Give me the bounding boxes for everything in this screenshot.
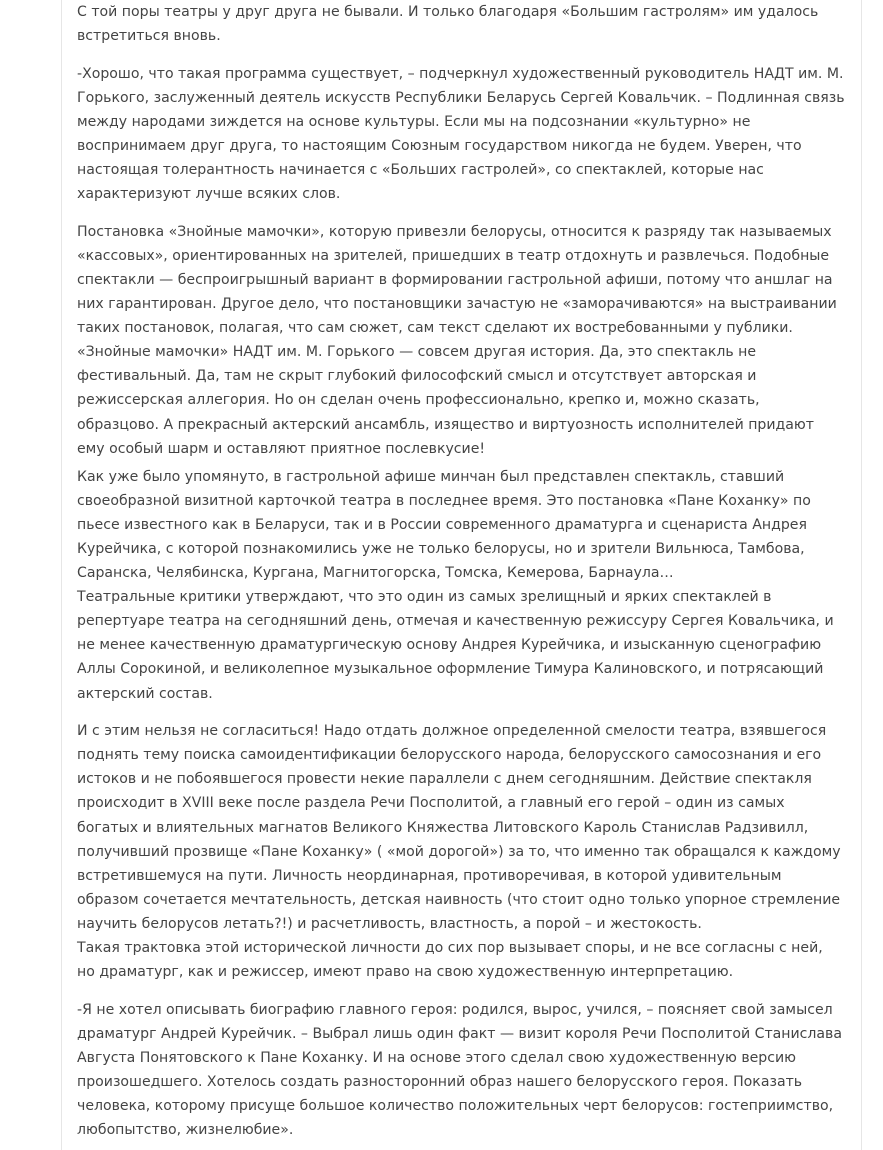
article-body: [61, 0, 862, 1150]
article-paragraph: -Я не хотел описывать биографию главного героя: родился, вырос, учился, – поясняет свой замысел драматург Андрей Курейчик. – Выбрал лишь один факт — визит короля Речи Посполитой Станислава Августа Понятовского к Пане Коханку. И на основе этого сделал свою художественную версию произошедшего. Хотелось создать разносторонний образ нашего белорусского героя. Показать человека, которому присуще большое количество положительных черт белорусов: гостеприимство, любопытство, жизнелюбие».: [77, 1001, 842, 1139]
article-paragraph: -Хорошо, что такая программа существует, – подчеркнул художественный руководитель НАДТ им. М. Горького, заслуженный деятель искусств Республики Беларусь Сергей Ковальчик. – Подлинная связь между народами зиждется на основе культуры. Если мы на подсознании «культурно» не воспринимаем друг друга, то настоящим Союзным государством никогда не будем. Уверен, что настоящая толерантность начинается с «Больших гастролей», со спектаклей, которые нас характеризуют лучше всяких слов.: [77, 65, 845, 203]
article-paragraph: Постановка «Знойные мамочки», которую привезли белорусы, относится к разряду так называемых «кассовых», ориентированных на зрителей, пришедших в театр отдохнуть и развлечься. Подобные спектакли — беспроигрышный вариант в формировании гастрольной афиши, потому что аншлаг на них гарантирован. Другое дело, что постановщики зачастую не «заморачиваются» на выстраивании таких постановок, полагая, что сам сюжет, сам текст сделают их востребованными у публики. «Знойные мамочки» НАДТ им. М. Горького — совсем другая история. Да, это спектакль не фестивальный. Да, там не скрыт глубокий философский смысл и отсутствует авторская и режиссерская аллегория. Но он сделан очень профессионально, крепко и, можно сказать, образцово. А прекрасный актерский ансамбль, изящество и виртуозность исполнителей придают ему особый шарм и оставляют приятное послевкусие!: [77, 223, 837, 457]
article-paragraph: Как уже было упомянуто, в гастрольной афише минчан был представлен спектакль, ставший своеобразной визитной карточкой театра в последнее время. Это постановка «Пане Коханку» по пьесе известного как в Беларуси, так и в России современного драматурга и сценариста Андрея Курейчика, с которой познакомились уже не только белорусы, но и зрители Вильнюса, Тамбова, Саранска, Челябинска, Кургана, Магнитогорска, Томска, Кемерова, Барнаула… Театральные критики утверждают, что это один из самых зрелищный и ярких спектаклей в репертуаре театра на сегодняшний день, отмечая и качественную режиссуру Сергея Ковальчика, и не менее качественную драматургическую основу Андрея Курейчика, и изысканную сценографию Аллы Сорокиной, и великолепное музыкальное оформление Тимура Калиновского, и потрясающий актерский состав.: [77, 468, 834, 702]
article-paragraph: С той поры театры у друг друга не бывали. И только благодаря «Большим гастролям» им удалось встретиться вновь.: [77, 4, 819, 45]
article-paragraph: И с этим нельзя не согласиться! Надо отдать должное определенной смелости театра, взявшегося поднять тему поиска самоидентификации белорусского народа, белорусского самосознания и его истоков и не побоявшегося провести некие параллели с днем сегодняшним. Действие спектакля происходит в XVIII веке после раздела Речи Посполитой, а главный его герой – один из самых богатых и влиятельных магнатов Великого Княжества Литовского Кароль Станислав Радзивилл, получивший прозвище «Пане Коханку» ( «мой дорогой») за то, что именно так обращался к каждому встретившемуся на пути. Личность неординарная, противоречивая, в которой удивительным образом сочетается мечтательность, детская наивность (что стоит одно только упорное стремление научить белорусов летать?!) и расчетливость, властность, а порой – и жестокость. Такая трактовка этой исторической личности до сих пор вызывает споры, и не все согласны с ней, но драматург, как и режиссер, имеют право на свою художественную интерпретацию.: [77, 723, 841, 981]
